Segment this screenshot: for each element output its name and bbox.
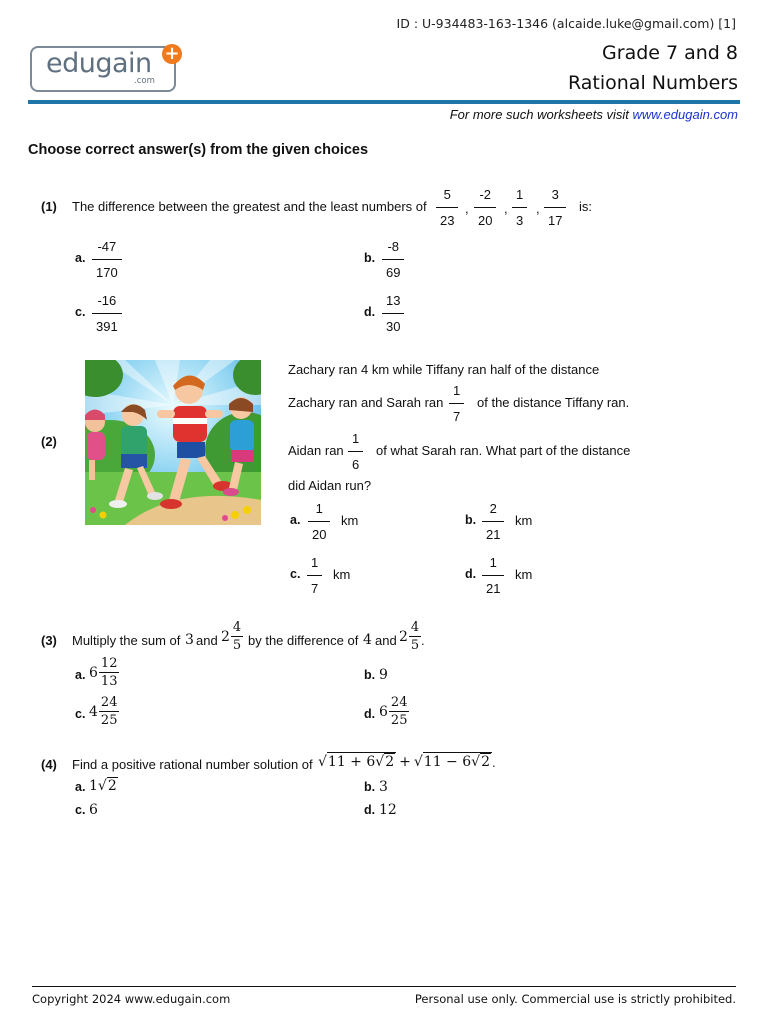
fraction bbox=[544, 188, 566, 227]
numerator: -2 bbox=[479, 187, 492, 202]
coefficient: 1 bbox=[89, 778, 98, 794]
option-fraction[interactable] bbox=[382, 240, 404, 279]
option-mixed-number[interactable] bbox=[379, 696, 409, 727]
whole-part: 6 bbox=[89, 664, 98, 681]
question-number: (4) bbox=[41, 757, 57, 772]
denominator: 7 bbox=[449, 403, 464, 423]
fraction bbox=[99, 657, 120, 688]
sqrt-icon: √ bbox=[413, 754, 423, 770]
option-label[interactable]: d. bbox=[364, 707, 376, 721]
radicand: 2 bbox=[107, 778, 117, 794]
header-divider bbox=[28, 100, 740, 104]
sqrt-icon: √ bbox=[97, 778, 107, 794]
numerator: 4 bbox=[410, 620, 420, 635]
inner-radicand: 2 bbox=[385, 754, 395, 770]
numerator: 24 bbox=[100, 695, 118, 710]
option-label[interactable]: d. bbox=[465, 567, 477, 581]
fraction bbox=[389, 696, 410, 727]
option-label[interactable]: b. bbox=[465, 513, 477, 527]
fraction bbox=[474, 188, 496, 227]
option-radical[interactable] bbox=[89, 777, 118, 794]
promo-line bbox=[450, 107, 738, 122]
denominator: 25 bbox=[390, 713, 408, 728]
option-value[interactable]: 12 bbox=[379, 802, 397, 818]
radicand-text: 11 − 6 bbox=[423, 754, 472, 770]
denominator: 7 bbox=[307, 575, 322, 595]
option-label[interactable]: a. bbox=[75, 780, 86, 794]
unit-label: km bbox=[341, 513, 359, 528]
fraction bbox=[99, 696, 120, 727]
option-label[interactable]: b. bbox=[364, 251, 376, 265]
option-value[interactable]: 3 bbox=[379, 779, 388, 795]
problem-line: Zachary ran 4 km while Tiffany ran half of the distance bbox=[288, 362, 600, 377]
option-label[interactable]: c. bbox=[75, 803, 86, 817]
fraction bbox=[512, 188, 527, 227]
sqrt-icon: √ bbox=[375, 754, 385, 770]
footer-divider bbox=[32, 986, 736, 987]
separator: , bbox=[465, 201, 469, 216]
option-label[interactable]: a. bbox=[75, 251, 86, 265]
math-value: 4 bbox=[363, 632, 372, 648]
whole-part: 4 bbox=[89, 703, 98, 720]
denominator: 3 bbox=[512, 207, 527, 227]
option-label[interactable]: b. bbox=[364, 780, 376, 794]
sentence-end: . bbox=[421, 633, 425, 648]
option-fraction[interactable] bbox=[382, 294, 404, 333]
option-mixed-number[interactable] bbox=[89, 657, 119, 688]
unit-label: km bbox=[515, 567, 533, 582]
denominator: 20 bbox=[308, 521, 330, 541]
logo-domain: .com bbox=[134, 76, 155, 86]
question-text: and bbox=[375, 633, 397, 648]
radicand-text: 11 + 6 bbox=[327, 754, 376, 770]
mixed-number bbox=[399, 621, 421, 652]
edugain-logo[interactable] bbox=[30, 44, 182, 94]
question-number: (3) bbox=[41, 633, 57, 648]
grade-title: Grade 7 and 8 bbox=[602, 42, 738, 64]
option-label[interactable]: c. bbox=[290, 567, 301, 581]
inner-radicand: 2 bbox=[481, 754, 490, 770]
numerator: 13 bbox=[386, 293, 401, 308]
denominator: 69 bbox=[382, 259, 404, 279]
denominator: 170 bbox=[92, 259, 122, 279]
numerator: 5 bbox=[443, 187, 451, 202]
unit-label: km bbox=[515, 513, 533, 528]
option-label[interactable]: d. bbox=[364, 803, 376, 817]
fraction bbox=[231, 621, 243, 652]
denominator: 25 bbox=[100, 713, 118, 728]
option-fraction[interactable] bbox=[307, 556, 322, 595]
numerator: 4 bbox=[232, 620, 242, 635]
problem-line: Aidan ran bbox=[288, 443, 344, 458]
copyright-text: Copyright 2024 www.edugain.com bbox=[32, 992, 231, 1006]
numerator: 2 bbox=[489, 501, 497, 516]
numerator: 1 bbox=[516, 187, 524, 202]
promo-text: For more such worksheets visit bbox=[449, 107, 633, 122]
option-label[interactable]: a. bbox=[75, 668, 86, 682]
radical bbox=[98, 777, 118, 794]
question-text: The difference between the greatest and the least numbers of bbox=[72, 199, 427, 214]
option-fraction[interactable] bbox=[482, 556, 504, 595]
numerator: 1 bbox=[489, 555, 497, 570]
sentence-end: . bbox=[491, 755, 496, 770]
topic-title: Rational Numbers bbox=[567, 72, 738, 94]
denominator: 13 bbox=[100, 674, 118, 689]
option-label[interactable]: a. bbox=[290, 513, 301, 527]
numerator: 1 bbox=[453, 383, 461, 398]
numerator: 1 bbox=[315, 501, 323, 516]
denominator: 6 bbox=[348, 451, 363, 471]
logo-wordmark: edugain bbox=[46, 48, 152, 79]
radical bbox=[414, 752, 492, 770]
whole-part: 2 bbox=[221, 628, 230, 645]
denominator: 17 bbox=[544, 207, 566, 227]
numerator: -8 bbox=[387, 239, 400, 254]
option-label[interactable]: c. bbox=[75, 707, 86, 721]
mixed-number bbox=[221, 621, 243, 652]
fraction bbox=[436, 188, 458, 227]
math-value: 3 bbox=[185, 632, 194, 648]
option-label[interactable]: b. bbox=[364, 668, 376, 682]
denominator: 21 bbox=[482, 521, 504, 541]
option-fraction[interactable] bbox=[92, 294, 122, 333]
denominator: 21 bbox=[482, 575, 504, 595]
option-label[interactable]: c. bbox=[75, 305, 86, 319]
denominator: 391 bbox=[92, 313, 122, 333]
radicand bbox=[327, 752, 396, 770]
unit-label: km bbox=[333, 567, 351, 582]
option-value[interactable]: 9 bbox=[379, 667, 388, 683]
denominator: 5 bbox=[232, 638, 242, 653]
option-label[interactable]: d. bbox=[364, 305, 376, 319]
radical bbox=[318, 752, 396, 770]
whole-part: 2 bbox=[399, 628, 408, 645]
fraction bbox=[348, 432, 363, 471]
plus-sign: + bbox=[399, 754, 411, 770]
question-tail: is: bbox=[579, 199, 592, 214]
option-value[interactable]: 6 bbox=[89, 802, 98, 818]
instructions: Choose correct answer(s) from the given choices bbox=[28, 142, 369, 158]
fraction bbox=[409, 621, 421, 652]
problem-line: did Aidan run? bbox=[288, 478, 372, 493]
denominator: 20 bbox=[474, 207, 496, 227]
numerator: 24 bbox=[390, 695, 408, 710]
numerator: -16 bbox=[97, 293, 117, 308]
denominator: 30 bbox=[382, 313, 404, 333]
numerator: 12 bbox=[100, 656, 118, 671]
option-fraction[interactable] bbox=[92, 240, 122, 279]
question-text: Multiply the sum of bbox=[72, 633, 181, 648]
separator: , bbox=[504, 201, 508, 216]
sqrt-icon: √ bbox=[318, 754, 327, 770]
usage-notice: Personal use only. Commercial use is strictly prohibited. bbox=[414, 992, 736, 1006]
question-number: (1) bbox=[41, 199, 57, 214]
question-text: by the difference of bbox=[248, 633, 359, 648]
denominator: 5 bbox=[410, 638, 420, 653]
numerator: 3 bbox=[551, 187, 559, 202]
problem-line: Zachary ran and Sarah ran bbox=[288, 395, 444, 410]
student-id-line: ID : U-934483-163-1346 (alcaide.luke@gmail.com) [1] bbox=[396, 16, 736, 31]
radicand bbox=[423, 752, 492, 770]
question-text: and bbox=[196, 633, 218, 648]
denominator: 23 bbox=[436, 207, 458, 227]
plus-icon: + bbox=[162, 44, 182, 64]
kids-running-illustration bbox=[85, 360, 261, 525]
question-number: (2) bbox=[41, 434, 57, 449]
whole-part: 6 bbox=[379, 703, 388, 720]
fraction bbox=[449, 384, 464, 423]
radical-expression bbox=[318, 752, 496, 770]
question-text: Find a positive rational number solution of bbox=[72, 757, 313, 772]
separator: , bbox=[536, 201, 540, 216]
sqrt-icon: √ bbox=[471, 754, 481, 770]
running-children-image bbox=[85, 360, 261, 525]
option-mixed-number[interactable] bbox=[89, 696, 119, 727]
numerator: 1 bbox=[352, 431, 360, 446]
promo-link[interactable]: www.edugain.com bbox=[632, 107, 738, 122]
numerator: -47 bbox=[97, 239, 117, 254]
problem-line: of the distance Tiffany ran. bbox=[477, 395, 630, 410]
option-fraction[interactable] bbox=[308, 502, 330, 541]
problem-line: of what Sarah ran. What part of the distance bbox=[376, 443, 631, 458]
option-fraction[interactable] bbox=[482, 502, 504, 541]
numerator: 1 bbox=[311, 555, 319, 570]
